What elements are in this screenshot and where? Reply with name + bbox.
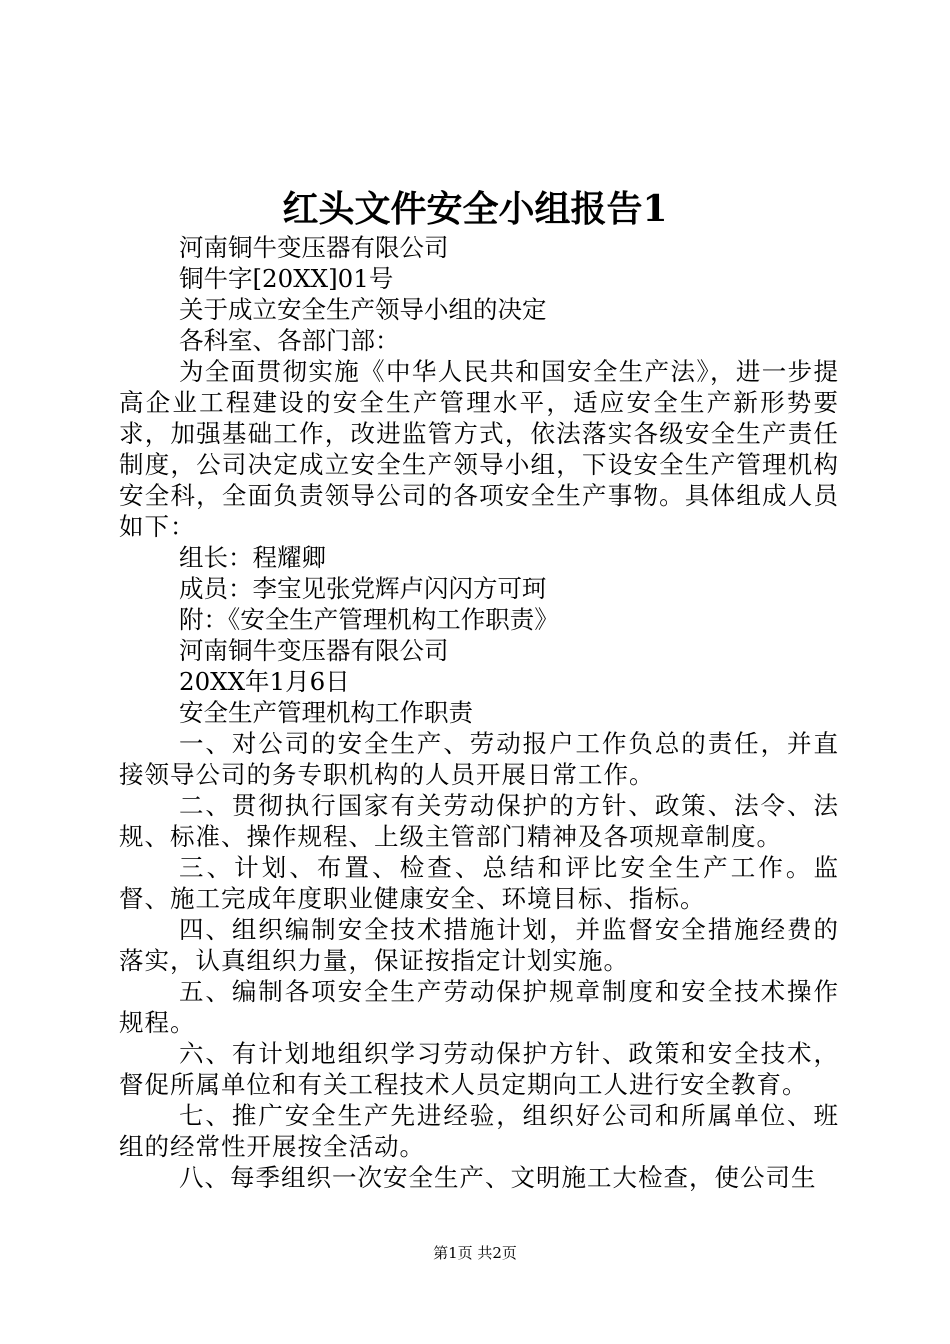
signature-date: 20XX年1月6日: [179, 667, 350, 696]
duty-item: 六、有计划地组织学习劳动保护方针、政策和安全技术，督促所属单位和有关工程技术人员定期向工人进行安全教育。: [119, 1039, 839, 1099]
duty-item: 一、对公司的安全生产、劳动报户工作负总的责任，并直接领导公司的务专职机构的人员开展日常工作。: [119, 729, 839, 789]
company-name: 河南铜牛变压器有限公司: [179, 233, 449, 262]
group-leader: 组长：程耀卿: [179, 543, 326, 572]
recipients: 各科室、各部门部：: [179, 326, 400, 355]
document-number: 铜牛字[20XX]01号: [179, 264, 394, 293]
duty-item: 五、编制各项安全生产劳动保护规章制度和安全技术操作规程。: [119, 977, 839, 1037]
duty-item: 八、每季组织一次安全生产、文明施工大检查，使公司生: [179, 1163, 817, 1192]
decision-subject: 关于成立安全生产领导小组的决定: [179, 295, 547, 324]
intro-paragraph: 为全面贯彻实施《中华人民共和国安全生产法》，进一步提高企业工程建设的安全生产管理水平，适应安全生产新形势要求，加强基础工作，改进监管方式，依法落实各级安全生产责任制度，公司决定成立安全生产领导小组，下设安全生产管理机构安全科，全面负责领导公司的各项安全生产事物。具体组成人员如下：: [119, 357, 839, 541]
duties-heading: 安全生产管理机构工作职责: [179, 698, 473, 727]
attachment-note: 附：《安全生产管理机构工作职责》: [179, 605, 559, 634]
duty-item: 二、贯彻执行国家有关劳动保护的方针、政策、法令、法规、标准、操作规程、上级主管部门精神及各项规章制度。: [119, 791, 839, 851]
signature-company: 河南铜牛变压器有限公司: [179, 636, 449, 665]
duty-item: 七、推广安全生产先进经验，组织好公司和所属单位、班组的经常性开展按全活动。: [119, 1101, 839, 1161]
group-members: 成员：李宝见张党辉卢闪闪方可珂: [179, 574, 547, 603]
document-title: 红头文件安全小组报告1: [282, 188, 668, 230]
page-footer: 第1页 共2页: [433, 1244, 517, 1262]
duty-item: 四、组织编制安全技术措施计划，并监督安全措施经费的落实，认真组织力量，保证按指定计划实施。: [119, 915, 839, 975]
document-body: [119, 232, 839, 1193]
duty-item: 三、计划、布置、检查、总结和评比安全生产工作。监督、施工完成年度职业健康安全、环境目标、指标。: [119, 853, 839, 913]
